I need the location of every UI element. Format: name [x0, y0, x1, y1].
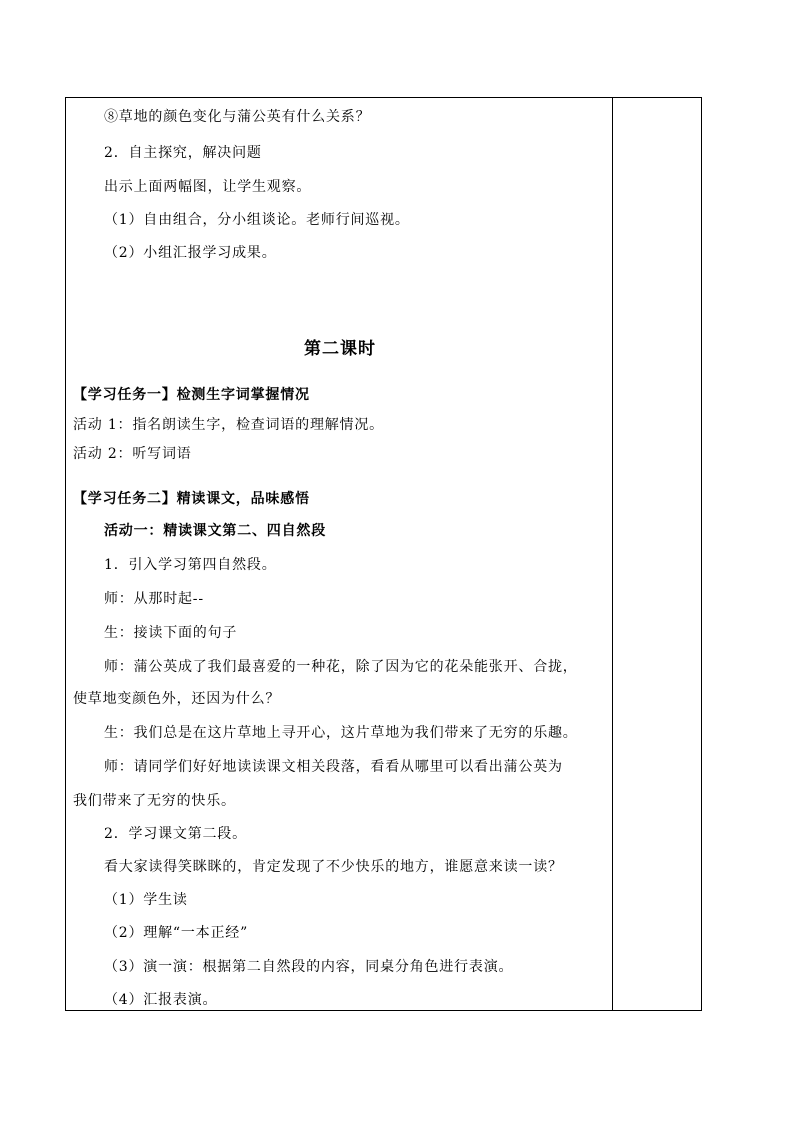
item-1-text: 1．引入学习第四自然段。 — [104, 557, 277, 573]
question-prompt: 看大家读得笑眯眯的，肯定发现了不少快乐的地方，谁愿意来读一读？ — [104, 859, 563, 875]
task-1-heading: 【学习任务一】检测生字词掌握情况 — [73, 387, 310, 403]
student-line-1: 生：接读下面的句子 — [104, 625, 238, 641]
show-pictures-text: 出示上面两幅图，让学生观察。 — [104, 179, 312, 195]
student-line-2: 生：我们总是在这片草地上寻开心，这片草地为我们带来了无穷的乐趣。 — [104, 725, 578, 741]
teacher-line-3b: 我们带来了无穷的快乐。 — [73, 793, 236, 809]
teacher-line-3a: 师：请同学们好好地读读课文相关段落，看看从哪里可以看出蒲公英为 — [104, 759, 563, 775]
point-4: （4）汇报表演。 — [104, 992, 218, 1008]
table-column-divider — [612, 97, 613, 1011]
activity-one-heading: 活动一：精读课文第二、四自然段 — [104, 523, 326, 539]
item-2-text: 2．学习课文第二段。 — [104, 826, 247, 842]
task-2-heading: 【学习任务二】精读课文，品味感悟 — [73, 491, 310, 507]
point-3: （3）演一演：根据第二自然段的内容，同桌分角色进行表演。 — [104, 959, 514, 975]
teacher-line-2b: 使草地变颜色外，还因为什么？ — [73, 691, 281, 707]
group-report-text: （2）小组汇报学习成果。 — [104, 245, 277, 261]
task-1-activity-2: 活动 2：听写词语 — [73, 446, 192, 462]
teacher-line-2a: 师：蒲公英成了我们最喜爱的一种花，除了因为它的花朵能张开、合拢， — [104, 659, 578, 675]
step-2-heading: 2．自主探究，解决问题 — [104, 145, 262, 161]
group-discussion-text: （1）自由组合，分小组谈论。老师行间巡视。 — [104, 212, 410, 228]
point-1: （1）学生读 — [104, 892, 188, 908]
task-1-activity-1: 活动 1：指名朗读生字，检查词语的理解情况。 — [73, 417, 384, 433]
teacher-line-1: 师：从那时起-- — [104, 591, 204, 607]
point-2: （2）理解“一本正经” — [104, 925, 249, 941]
question-8: ⑧草地的颜色变化与蒲公英有什么关系？ — [104, 109, 371, 125]
section-title: 第二课时 — [304, 339, 376, 359]
